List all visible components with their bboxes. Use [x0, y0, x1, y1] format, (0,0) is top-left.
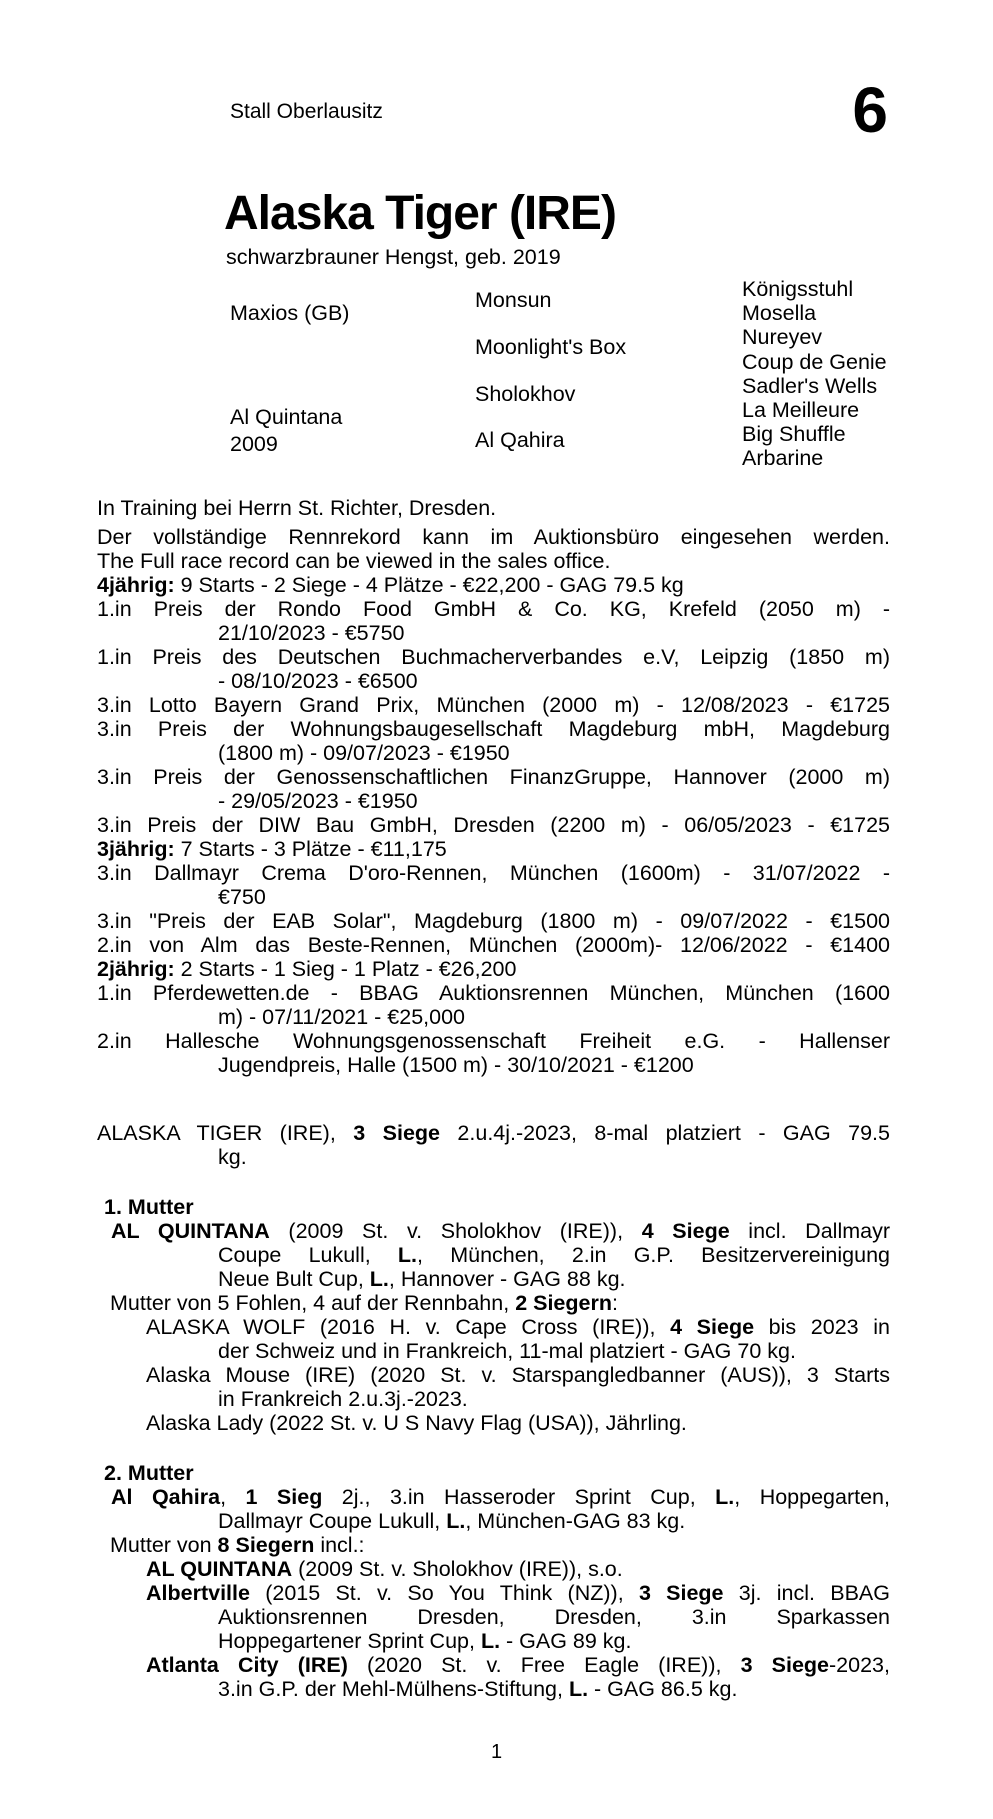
text-line: 3.in Preis der Wohnungsbaugesellschaft Magdeburg mbH, Magdeburg [97, 717, 890, 741]
text-line: 3.in Lotto Bayern Grand Prix, München (2000 m) - 12/08/2023 - €1725 [97, 693, 890, 717]
pedigree-gen3-item: Nureyev [742, 325, 823, 349]
catalog-number: 6 [852, 74, 888, 146]
pedigree-gen2-item: Al Qahira [475, 428, 565, 452]
text-line: Dallmayr Coupe Lukull, L., München-GAG 83 kg. [218, 1509, 686, 1533]
dam-sections [97, 1195, 890, 1701]
text-line: Albertville (2015 St. v. So You Think (NZ)), 3 Siege 3j. incl. BBAG [146, 1581, 891, 1605]
text-line: 3.in G.P. der Mehl-Mülhens-Stiftung, L. - GAG 86.5 kg. [218, 1677, 738, 1701]
text-line: 3.in Preis der DIW Bau GmbH, Dresden (2200 m) - 06/05/2023 - €1725 [97, 813, 890, 837]
text-line: Jugendpreis, Halle (1500 m) - 30/10/2021 - €1200 [218, 1053, 694, 1077]
text-line: 2.in Hallesche Wohnungsgenossenschaft Freiheit e.G. - Hallenser [97, 1029, 890, 1053]
consignor-name: Stall Oberlausitz [230, 100, 383, 123]
text-line: 1.in Preis des Deutschen Buchmacherverbandes e.V, Leipzig (1850 m) [97, 645, 890, 669]
text-line: 3.in "Preis der EAB Solar", Magdeburg (1800 m) - 09/07/2022 - €1500 [97, 909, 890, 933]
body-column [97, 496, 890, 1701]
dam-section [97, 1461, 890, 1701]
pedigree-gen3-item: Sadler's Wells [742, 374, 878, 398]
text-line: Auktionsrennen Dresden, Dresden, 3.in Sparkassen [218, 1605, 890, 1629]
text-line: 1.in Pferdewetten.de - BBAG Auktionsrennen München, München (1600 [97, 981, 890, 1005]
text-line: In Training bei Herrn St. Richter, Dresden. [97, 496, 497, 520]
text-line: 4jährig: 9 Starts - 2 Siege - 4 Plätze - €22,200 - GAG 79.5 kg [97, 573, 684, 597]
text-line: Mutter von 8 Siegern incl.: [110, 1533, 365, 1557]
pedigree-gen2-item: Sholokhov [475, 382, 576, 406]
text-line: 1.in Preis der Rondo Food GmbH & Co. KG, Krefeld (2050 m) - [97, 597, 890, 621]
page-number: 1 [490, 1741, 503, 1763]
summary-line: ALASKA TIGER (IRE), 3 Siege 2.u.4j.-2023, 8-mal platziert - GAG 79.5 [97, 1121, 890, 1145]
text-line: Coupe Lukull, L., München, 2.in G.P. Besitzervereinigung [218, 1243, 890, 1267]
text-line: The Full race record can be viewed in the sales office. [97, 549, 611, 573]
pedigree-gen3-item: La Meilleure [742, 398, 860, 422]
text-line: AL QUINTANA (2009 St. v. Sholokhov (IRE)), 4 Siege incl. Dallmayr [111, 1219, 890, 1243]
pedigree-gen3-item: Coup de Genie [742, 350, 887, 374]
text-line: Alaska Lady (2022 St. v. U S Navy Flag (USA)), Jährling. [146, 1411, 687, 1435]
text-line: Atlanta City (IRE) (2020 St. v. Free Eagle (IRE)), 3 Siege-2023, [146, 1653, 890, 1677]
text-line: 3.in Dallmayr Crema D'oro-Rennen, München (1600m) - 31/07/2022 - [97, 861, 890, 885]
pedigree-gen3-item: Arbarine [742, 446, 824, 470]
text-line: 3.in Preis der Genossenschaftlichen FinanzGruppe, Hannover (2000 m) [97, 765, 890, 789]
text-line: in Frankreich 2.u.3j.-2023. [218, 1387, 468, 1411]
text-line: 2.in von Alm das Beste-Rennen, München (2000m)- 12/06/2022 - €1400 [97, 933, 890, 957]
text-line: ALASKA WOLF (2016 H. v. Cape Cross (IRE)), 4 Siege bis 2023 in [146, 1315, 890, 1339]
section-heading: 1. Mutter [104, 1195, 194, 1219]
text-line: Der vollständige Rennrekord kann im Auktionsbüro eingesehen werden. [97, 525, 890, 549]
text-line: 3jährig: 7 Starts - 3 Plätze - €11,175 [97, 837, 447, 861]
text-line: - 29/05/2023 - €1950 [218, 789, 418, 813]
text-line: m) - 07/11/2021 - €25,000 [218, 1005, 466, 1029]
race-summary [97, 1121, 890, 1169]
pedigree-gen2-item: Moonlight's Box [475, 335, 627, 359]
pedigree-gen3-item: Königsstuhl [742, 277, 854, 301]
text-line: Hoppegartener Sprint Cup, L. - GAG 89 kg. [218, 1629, 632, 1653]
text-line: Alaska Mouse (IRE) (2020 St. v. Starspangledbanner (AUS)), 3 Starts [146, 1363, 890, 1387]
pedigree-gen2-item: Monsun [475, 288, 552, 312]
pedigree-gen3-item: Mosella [742, 301, 817, 325]
text-line: (1800 m) - 09/07/2023 - €1950 [218, 741, 510, 765]
text-line: 21/10/2023 - €5750 [218, 621, 405, 645]
horse-description: schwarzbrauner Hengst, geb. 2019 [226, 245, 561, 269]
text-line: 2jährig: 2 Starts - 1 Sieg - 1 Platz - €26,200 [97, 957, 517, 981]
text-line: Mutter von 5 Fohlen, 4 auf der Rennbahn, 2 Siegern: [110, 1291, 618, 1315]
pedigree-dam-name: Al Quintana [230, 405, 343, 429]
pedigree-dam-year: 2009 [230, 432, 278, 456]
race-record [97, 496, 890, 1077]
text-line: €750 [218, 885, 266, 909]
dam-section [97, 1195, 890, 1435]
horse-name: Alaska Tiger (IRE) [224, 187, 616, 240]
pedigree-gen3-item: Big Shuffle [742, 422, 846, 446]
pedigree-sire: Maxios (GB) [230, 301, 350, 325]
text-line: Al Qahira, 1 Sieg 2j., 3.in Hasseroder Sprint Cup, L., Hoppegarten, [111, 1485, 890, 1509]
section-heading: 2. Mutter [104, 1461, 194, 1485]
text-line: der Schweiz und in Frankreich, 11-mal platziert - GAG 70 kg. [218, 1339, 796, 1363]
text-line: AL QUINTANA (2009 St. v. Sholokhov (IRE)), s.o. [146, 1557, 623, 1581]
text-line: Neue Bult Cup, L., Hannover - GAG 88 kg. [218, 1267, 626, 1291]
summary-line: kg. [218, 1145, 247, 1169]
text-line: - 08/10/2023 - €6500 [218, 669, 418, 693]
